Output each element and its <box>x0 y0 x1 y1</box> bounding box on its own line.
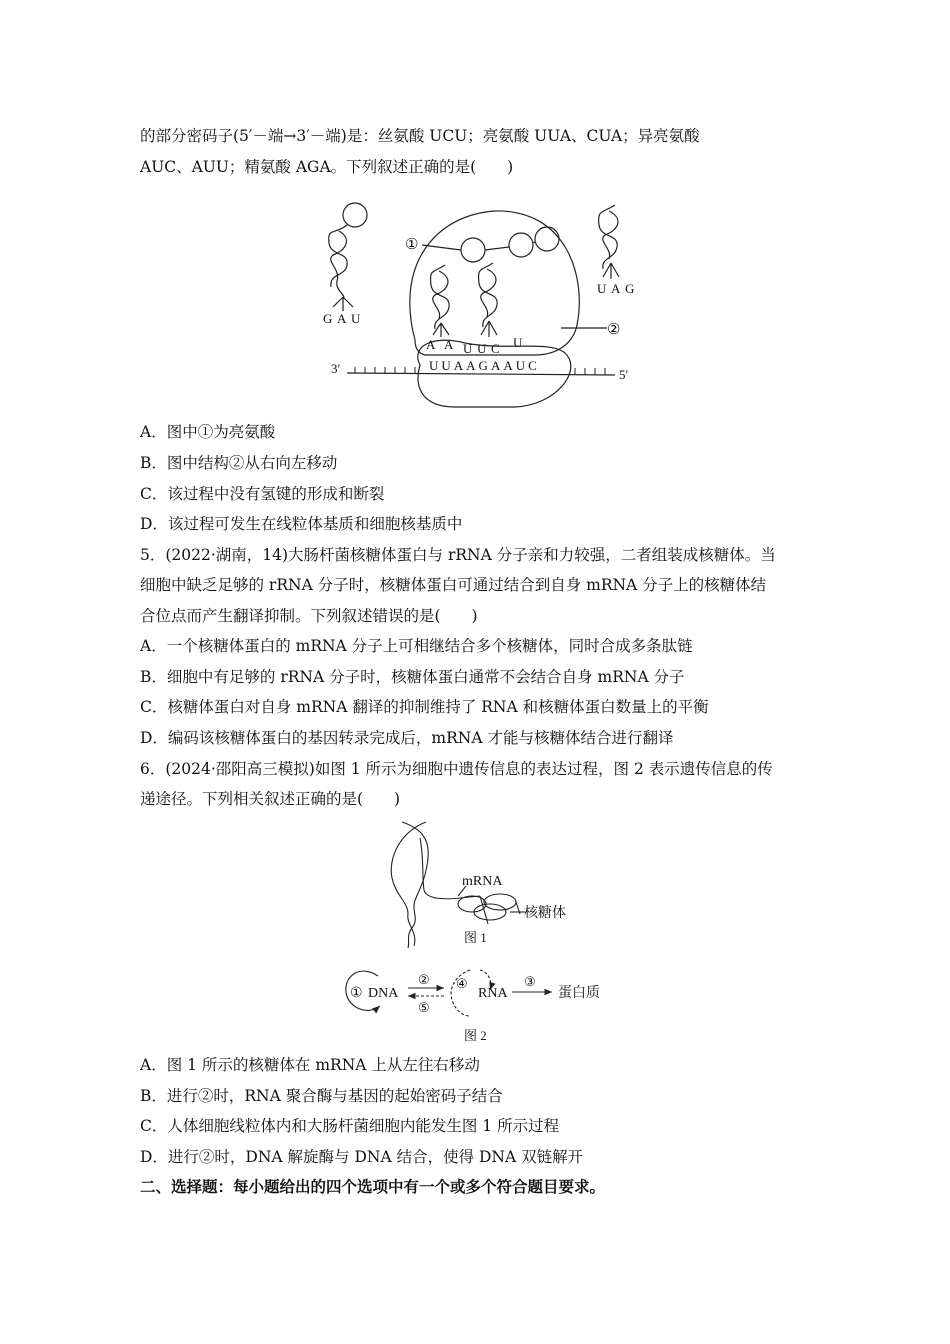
q5-stem-line1: 5．(2022·湖南，14)大肠杆菌核糖体蛋白与 rRNA 分子亲和力较强，二者组装成核糖体。当 <box>140 546 776 564</box>
q5-option-b: B．细胞中有足够的 rRNA 分子时，核糖体蛋白通常不会结合自身 mRNA 分子 <box>140 668 685 686</box>
q4-option-c: C．该过程中没有氢键的形成和断裂 <box>140 485 385 503</box>
anticodon-right-2: A <box>611 281 621 296</box>
fig2-protein: 蛋白质 <box>558 986 600 1001</box>
figure-2 <box>340 960 620 1050</box>
q6-option-a: A．图 1 所示的核糖体在 mRNA 上从左往右移动 <box>140 1056 480 1074</box>
q6-option-d: D．进行②时，DNA 解旋酶与 DNA 结合，使得 DNA 双链解开 <box>140 1148 584 1166</box>
q5-stem-line2: 细胞中缺乏足够的 rRNA 分子时，核糖体蛋白可通过结合到自身 mRNA 分子上的核糖体结 <box>140 576 767 594</box>
mrna-5-end: 5′ <box>619 367 629 382</box>
bound-anticodon-2d: U <box>513 335 523 350</box>
q5-stem-line3: 合位点而产生翻译抑制。下列叙述错误的是( ) <box>140 607 478 625</box>
anticodon-left-2: A <box>337 311 347 326</box>
fig2-n2: ② <box>418 972 430 987</box>
fig1-mrna-label: mRNA <box>462 874 503 889</box>
fig2-n1: ① <box>350 986 363 1001</box>
q6-stem-line2: 递途径。下列相关叙述正确的是( ) <box>140 790 401 808</box>
mrna-3-end: 3′ <box>331 361 341 376</box>
q6-option-c: C．人体细胞线粒体内和大肠杆菌细胞内能发生图 1 所示过程 <box>140 1117 560 1135</box>
q6-stem-line1: 6．(2024·邵阳高三模拟)如图 1 所示为细胞中遗传信息的表达过程，图 2 表示遗传信息的传 <box>140 760 773 778</box>
bound-anticodon-2b: U <box>477 341 487 356</box>
bound-anticodon-2c: C <box>491 341 500 356</box>
anticodon-right-3: G <box>625 281 635 296</box>
fig2-n3: ③ <box>524 974 536 989</box>
fig2-rna: RNA <box>478 986 508 1001</box>
q6-option-b: B．进行②时，RNA 聚合酶与基因的起始密码子结合 <box>140 1087 503 1105</box>
mrna-sequence: UUAAGAAUC <box>429 358 540 373</box>
fig2-n4: ④ <box>456 976 468 991</box>
q5-option-c: C．核糖体蛋白对自身 mRNA 翻译的抑制维持了 RNA 和核糖体蛋白数量上的平衡 <box>140 698 709 716</box>
figure-1 <box>380 818 580 948</box>
fig2-n5: ⑤ <box>418 1000 430 1015</box>
bound-anticodon-2a: U <box>463 341 473 356</box>
anticodon-left-1: G <box>323 311 333 326</box>
fig2-caption: 图 2 <box>464 1028 487 1043</box>
q5-option-d: D．编码该核糖体蛋白的基因转录完成后，mRNA 才能与核糖体结合进行翻译 <box>140 729 674 747</box>
fig2-dna: DNA <box>368 986 399 1001</box>
bound-anticodon-1b: A <box>444 337 454 352</box>
translation-figure <box>325 195 655 413</box>
label-2: ② <box>607 322 621 338</box>
q4-stem-line1: 的部分密码子(5′－端→3′－端)是：丝氨酸 UCU；亮氨酸 UUA、CUA；异亮氨酸 <box>140 127 700 145</box>
q4-option-b: B．图中结构②从右向左移动 <box>140 454 338 472</box>
label-1: ① <box>405 237 419 253</box>
q4-option-a: A．图中①为亮氨酸 <box>140 423 276 441</box>
section-2-heading: 二、选择题：每小题给出的四个选项中有一个或多个符合题目要求。 <box>140 1177 606 1196</box>
fig1-ribosome-label: 核糖体 <box>524 906 566 921</box>
anticodon-left-3: U <box>351 311 361 326</box>
bound-anticodon-1a: A <box>426 337 436 352</box>
anticodon-right-1: U <box>597 281 607 296</box>
fig1-caption: 图 1 <box>464 930 487 945</box>
q4-option-d: D．该过程可发生在线粒体基质和细胞核基质中 <box>140 515 463 533</box>
q5-option-a: A．一个核糖体蛋白的 mRNA 分子上可相继结合多个核糖体，同时合成多条肽链 <box>140 637 693 655</box>
q4-stem-line2: AUC、AUU；精氨酸 AGA。下列叙述正确的是( ) <box>140 158 514 176</box>
